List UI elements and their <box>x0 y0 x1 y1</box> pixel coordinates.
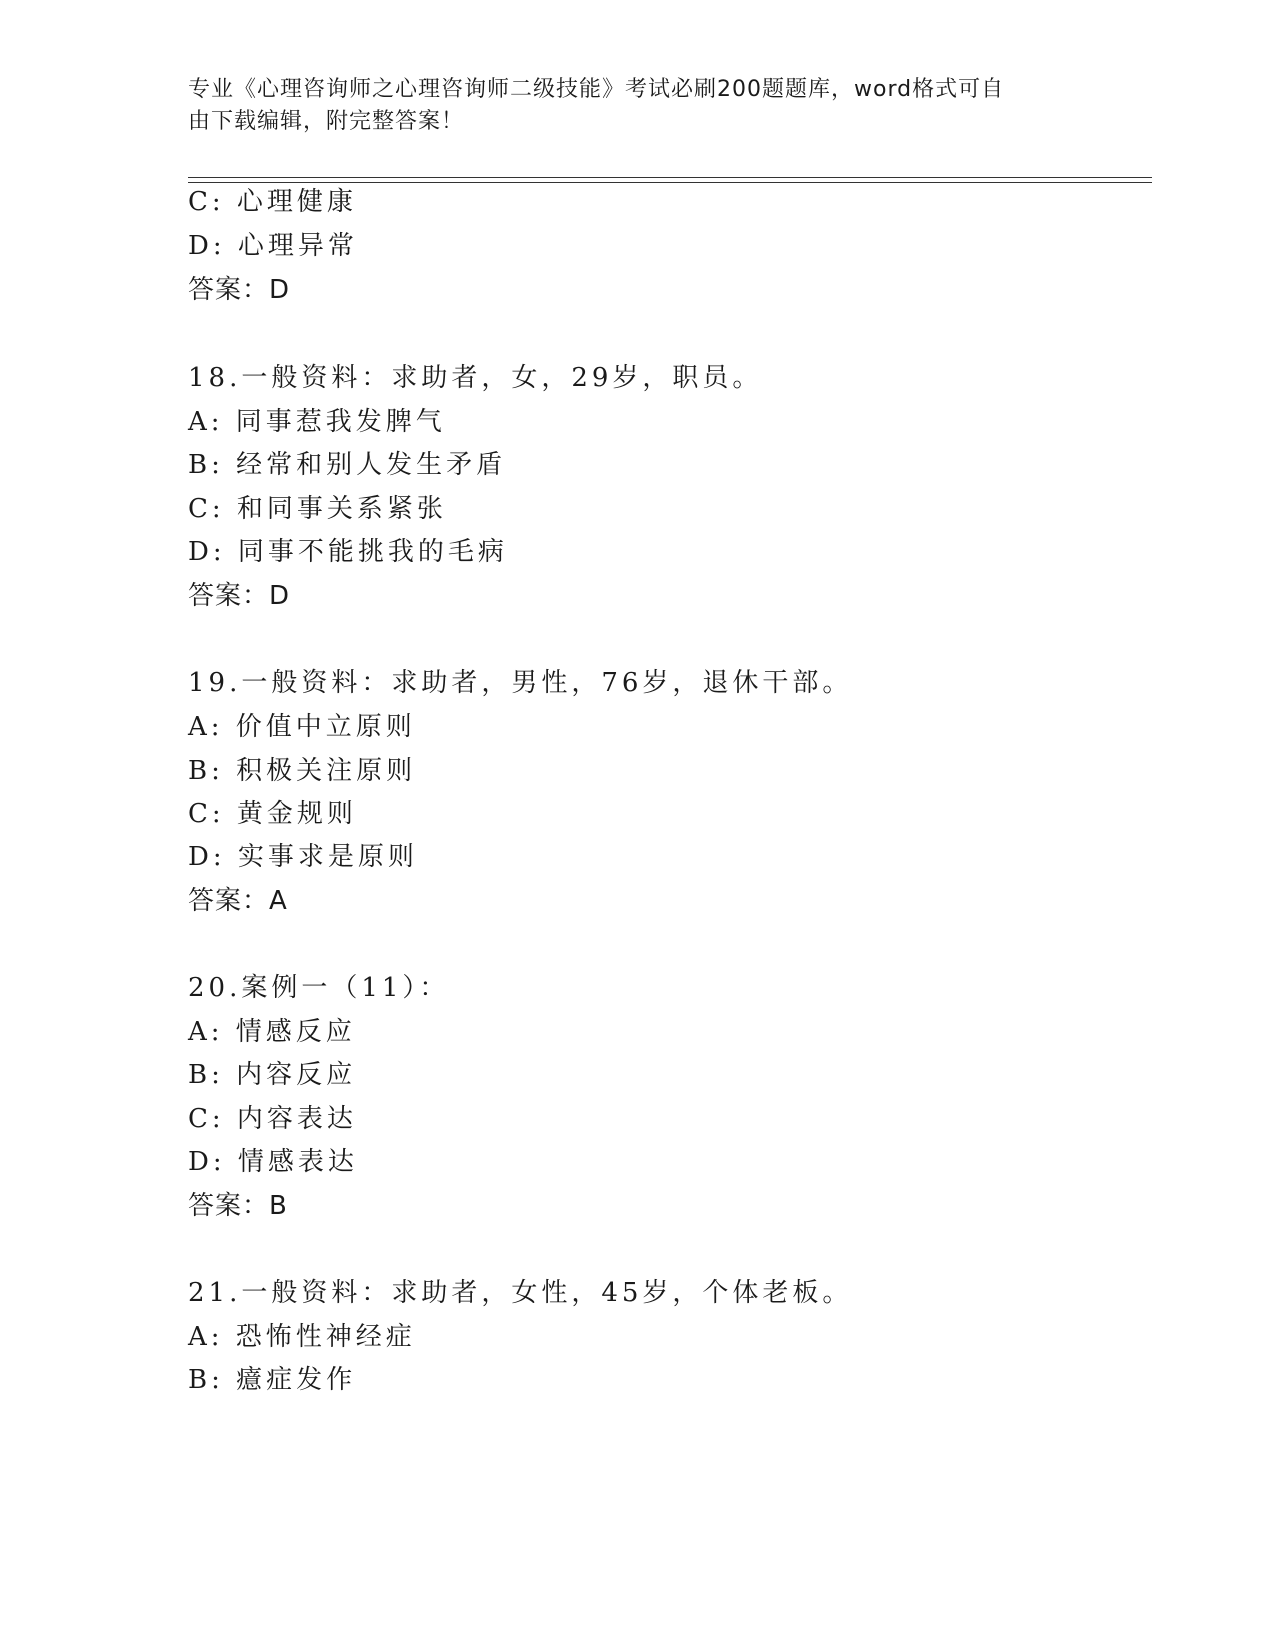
q21-option-b: B: 癔症发作 <box>188 1365 357 1395</box>
q19-option-d: D: 实事求是原则 <box>188 842 418 872</box>
q20-title: 20.案例一（11）： <box>188 973 450 1003</box>
q21-title: 21.一般资料：求助者，女性，45岁，个体老板。 <box>188 1278 853 1308</box>
q18-title: 18.一般资料：求助者，女，29岁，职员。 <box>188 363 763 393</box>
q19-answer: 答案：A <box>188 886 288 916</box>
header-line-1: 专业《心理咨询师之心理咨询师二级技能》考试必刷200题题库，word格式可自 <box>188 77 1005 102</box>
header-divider-top <box>188 177 1152 178</box>
q18-answer: 答案：D <box>188 581 291 611</box>
q20-option-c: C: 内容表达 <box>188 1104 357 1134</box>
q17-option-d: D: 心理异常 <box>188 231 358 261</box>
q20-answer: 答案：B <box>188 1191 288 1221</box>
q19-option-c: C: 黄金规则 <box>188 799 357 829</box>
header-divider-bottom <box>188 182 1152 183</box>
q18-option-d: D: 同事不能挑我的毛病 <box>188 537 508 567</box>
q19-title: 19.一般资料：求助者，男性，76岁，退休干部。 <box>188 668 853 698</box>
q20-option-d: D: 情感表达 <box>188 1147 358 1177</box>
q20-option-a: A: 情感反应 <box>188 1017 356 1047</box>
q18-option-b: B: 经常和别人发生矛盾 <box>188 450 507 480</box>
q17-answer: 答案：D <box>188 275 291 305</box>
document-header <box>188 74 1068 138</box>
q18-option-a: A: 同事惹我发脾气 <box>188 407 446 437</box>
q17-option-c: C: 心理健康 <box>188 187 357 217</box>
q20-option-b: B: 内容反应 <box>188 1060 357 1090</box>
q19-option-a: A: 价值中立原则 <box>188 712 416 742</box>
q18-option-c: C: 和同事关系紧张 <box>188 494 447 524</box>
q19-option-b: B: 积极关注原则 <box>188 756 417 786</box>
q21-option-a: A: 恐怖性神经症 <box>188 1322 416 1352</box>
header-line-2: 由下载编辑，附完整答案！ <box>188 109 465 134</box>
